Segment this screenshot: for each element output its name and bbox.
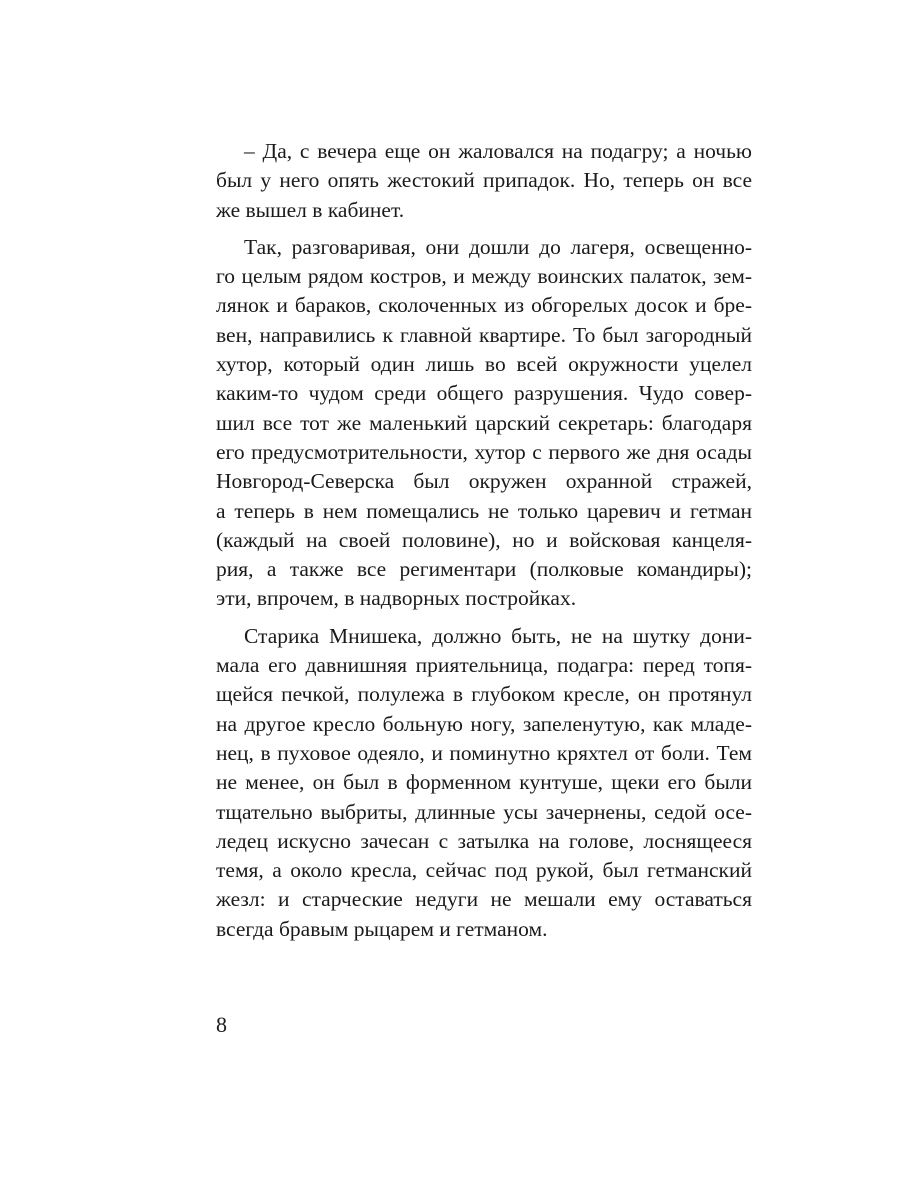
text-line: каким-то чудом среди общего разрушения. Чудо совер- xyxy=(216,381,752,406)
text-line: Новгород-Северска был окружен охранной стражей, xyxy=(216,469,752,494)
paragraph-2 xyxy=(216,233,752,614)
text-line: ледец искусно зачесан с затылка на голове, лоснящееся xyxy=(216,828,752,853)
text-line: го целым рядом костров, и между воинских палаток, зем- xyxy=(216,264,752,289)
text-line: всегда бравым рыцарем и гетманом. xyxy=(216,916,548,941)
text-line: Старика Мнишека, должно быть, не на шутку дони- xyxy=(244,623,752,648)
text-line: (каждый на своей половине), но и войсковая канцеля- xyxy=(216,527,752,552)
text-line: рия, а также все региментари (полковые командиры); xyxy=(216,557,752,582)
text-line: Так, разговаривая, они дошли до лагеря, освещенно- xyxy=(244,234,752,259)
text-line: нец, в пуховое одеяло, и поминутно кряхтел от боли. Тем xyxy=(216,740,752,765)
text-line: щейся печкой, полулежа в глубоком кресле, он протянул xyxy=(216,682,752,707)
text-line: жезл: и старческие недуги не мешали ему оставаться xyxy=(216,887,752,912)
text-line: мала его давнишняя приятельница, подагра: перед топя- xyxy=(216,653,752,678)
text-line: шил все тот же маленький царский секретарь: благодаря xyxy=(216,410,752,435)
text-line: на другое кресло больную ногу, запеленутую, как младе- xyxy=(216,711,752,736)
text-line: а теперь в нем помещались не только царевич и гетман xyxy=(216,498,752,523)
text-line: хутор, который один лишь во всей окружности уцелел xyxy=(216,352,752,377)
page-number: 8 xyxy=(216,1012,227,1037)
paragraph-3 xyxy=(216,622,752,944)
text-line: – Да, с вечера еще он жаловался на подагру; а ночью xyxy=(244,139,752,163)
text-line: же вышел в кабинет. xyxy=(216,197,405,222)
text-line: не менее, он был в форменном кунтуше, щеки его были xyxy=(216,770,752,795)
text-line: был у него опять жестокий припадок. Но, теперь он все xyxy=(216,168,752,193)
text-line: вен, направились к главной квартире. То был загородный xyxy=(216,322,752,347)
text-line: эти, впрочем, в надворных постройках. xyxy=(216,586,577,611)
text-line: его предусмотрительности, хутор с первого же дня осады xyxy=(216,439,752,464)
paragraph-1 xyxy=(216,137,752,225)
text-line: темя, а около кресла, сейчас под рукой, был гетманский xyxy=(216,858,752,883)
text-line: тщательно выбриты, длинные усы зачернены, седой осе- xyxy=(216,799,752,824)
body-text xyxy=(216,137,752,944)
text-line: лянок и бараков, сколоченных из обгорелых досок и бре- xyxy=(216,293,752,318)
